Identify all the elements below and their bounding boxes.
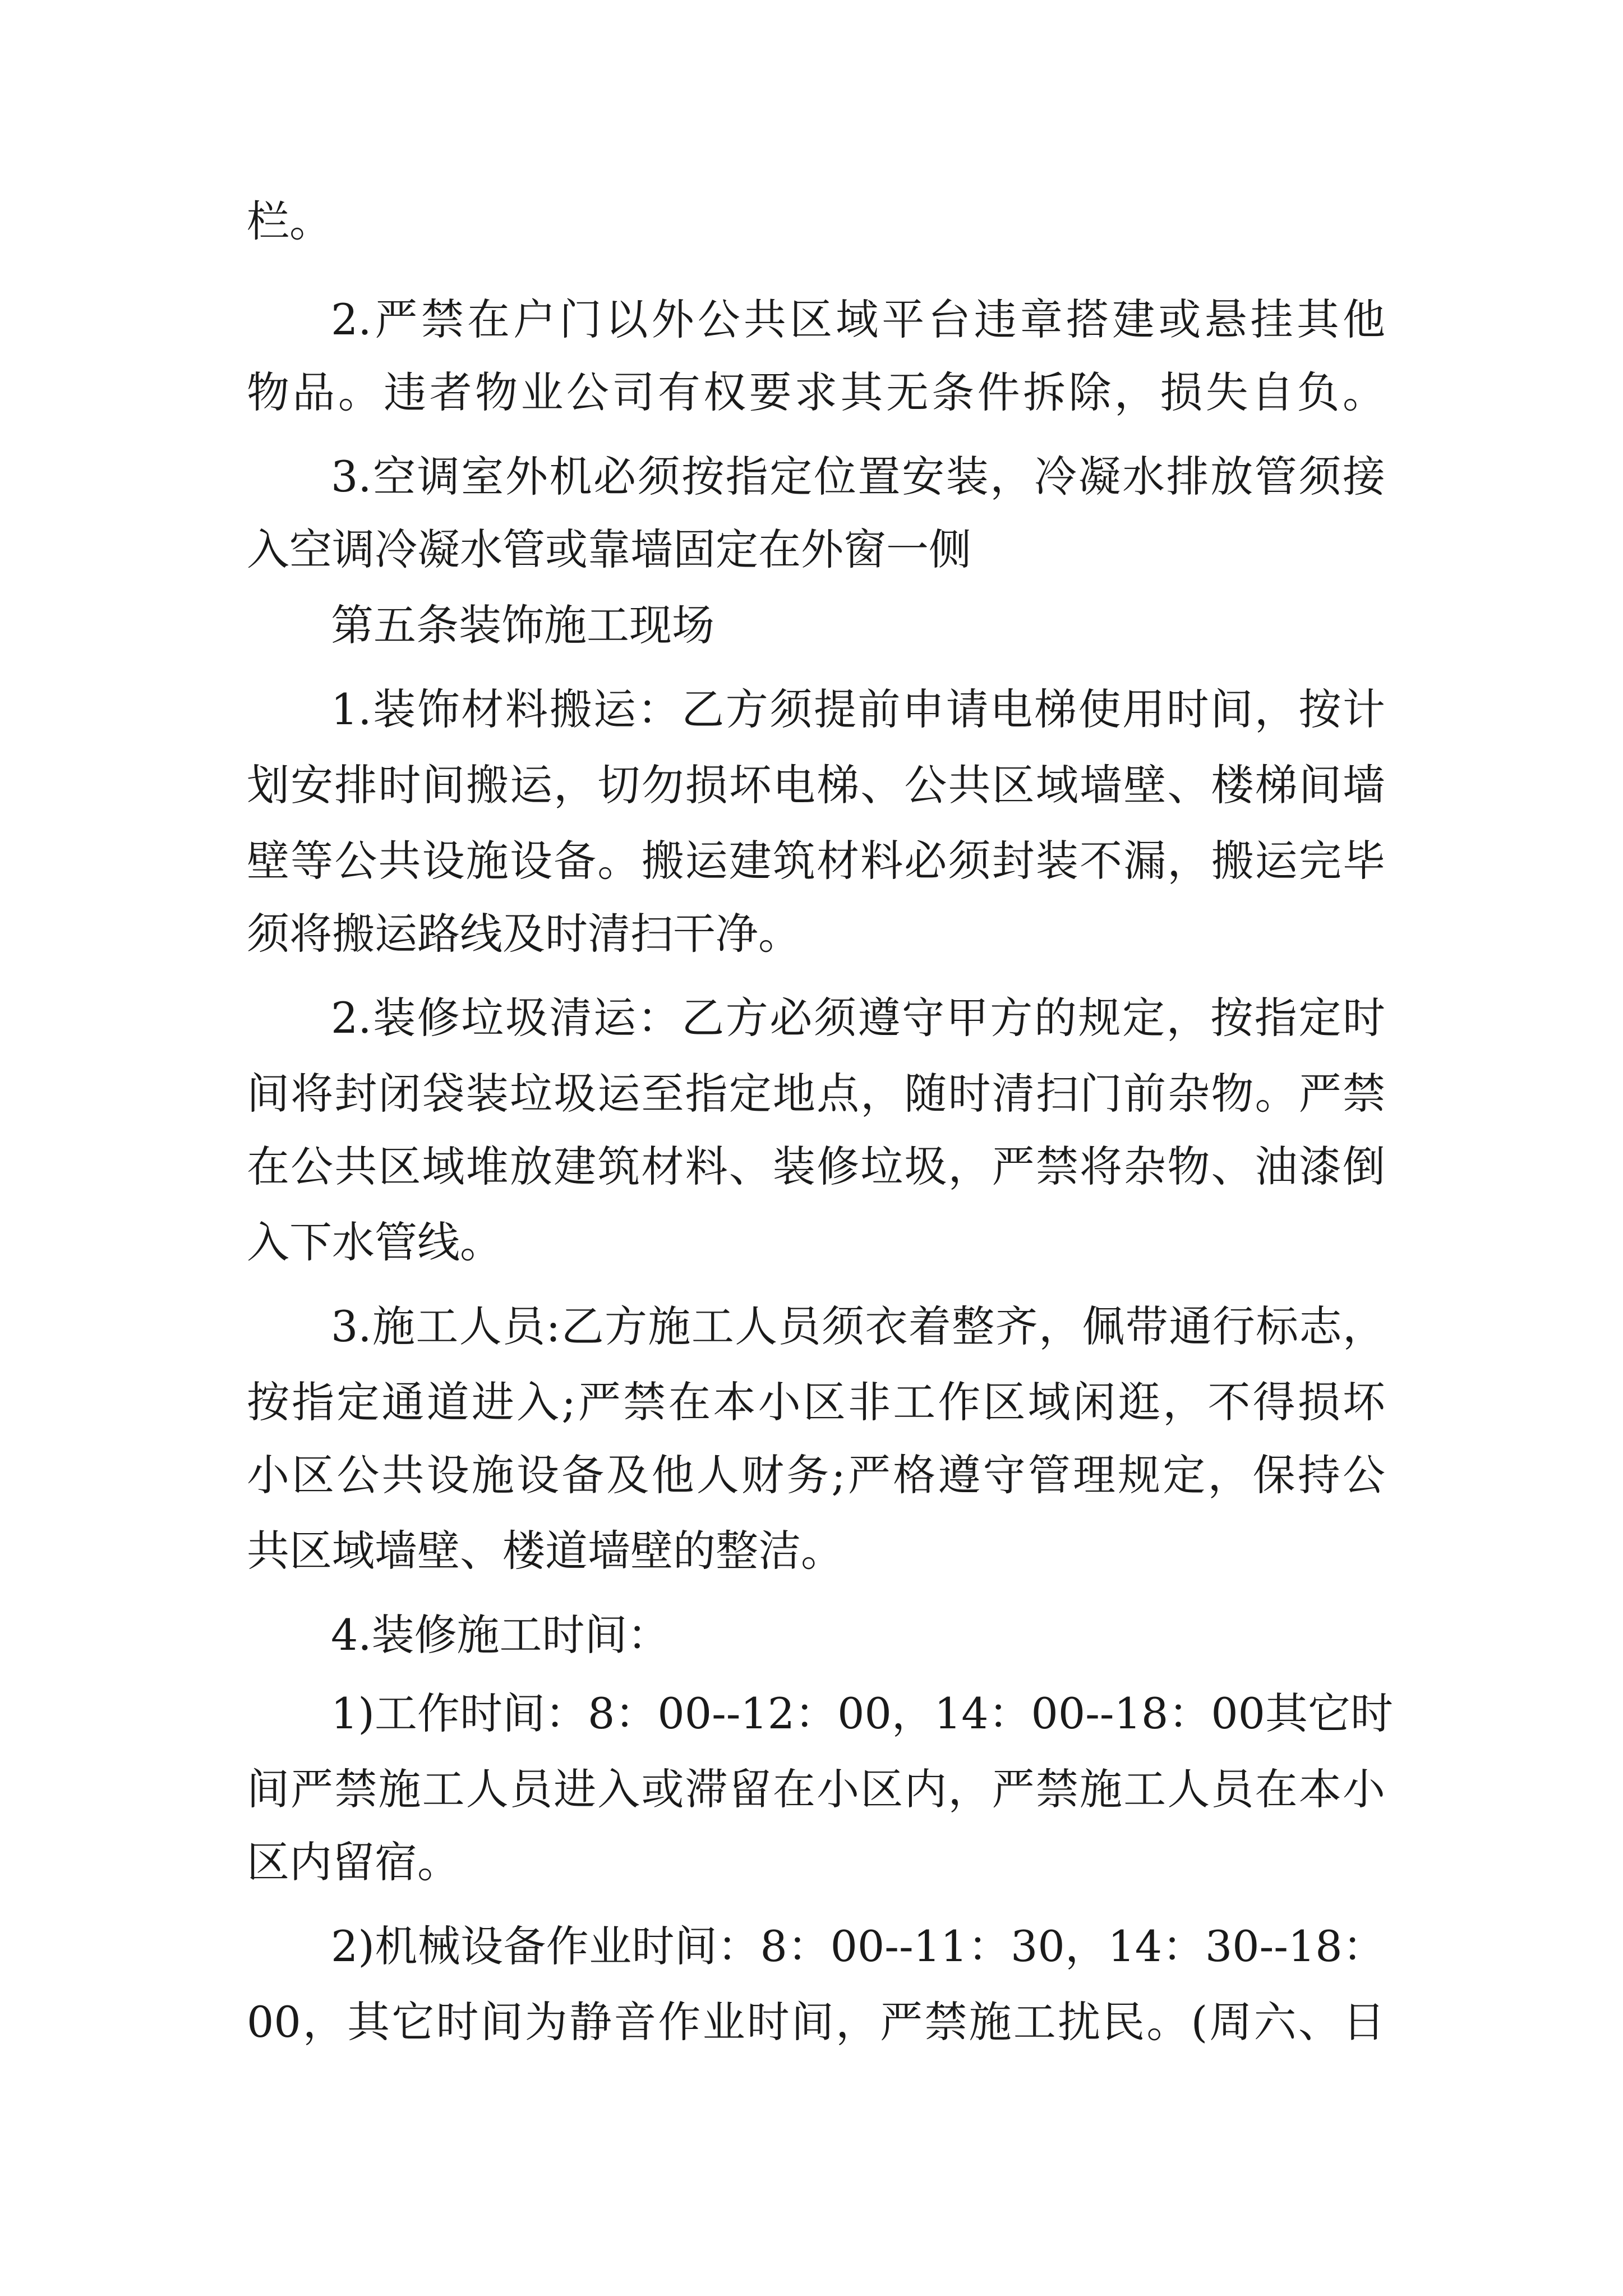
text-line: 间严禁施工人员进入或滞留在小区内，严禁施工人员在本小 (247, 1764, 1385, 1814)
text-line: 4.装修施工时间： (331, 1610, 670, 1660)
text-line: 按指定通道进入;严禁在本小区非工作区域闲逛，不得损坏 (247, 1377, 1385, 1427)
text-line: 3.空调室外机必须按指定位置安装，冷凝水排放管须接 (331, 452, 1385, 501)
text-line: 2.严禁在户门以外公共区域平台违章搭建或悬挂其他 (331, 295, 1385, 344)
text-line: 入下水管线。 (247, 1217, 502, 1267)
text-line: 物品。违者物业公司有权要求其无条件拆除，损失自负。 (247, 367, 1385, 417)
text-line: 入空调冷凝水管或靠墙固定在外窗一侧 (247, 524, 971, 574)
text-line: 须将搬运路线及时清扫干净。 (247, 909, 801, 959)
text-line: 小区公共设施设备及他人财务;严格遵守管理规定，保持公 (247, 1450, 1385, 1500)
text-line: 在公共区域堆放建筑材料、装修垃圾，严禁将杂物、油漆倒 (247, 1142, 1385, 1191)
section-heading: 第五条装饰施工现场 (331, 600, 714, 650)
text-line: 2.装修垃圾清运：乙方必须遵守甲方的规定，按指定时 (331, 993, 1385, 1043)
text-line: 1.装饰材料搬运：乙方须提前申请电梯使用时间，按计 (331, 684, 1385, 734)
text-line: 2)机械设备作业时间：8：00--11：30，14：30--18： (331, 1921, 1385, 1971)
text-line: 00，其它时间为静音作业时间，严禁施工扰民。(周六、日 (247, 1997, 1385, 2047)
text-line: 划安排时间搬运，切勿损坏电梯、公共区域墙壁、楼梯间墙 (247, 760, 1385, 810)
text-line: 栏。 (247, 196, 332, 246)
text-line: 间将封闭袋装垃圾运至指定地点，随时清扫门前杂物。严禁 (247, 1069, 1385, 1119)
text-line: 区内留宿。 (247, 1837, 460, 1887)
text-line: 壁等公共设施设备。搬运建筑材料必须封装不漏，搬运完毕 (247, 836, 1385, 886)
text-line: 3.施工人员:乙方施工人员须衣着整齐，佩带通行标志， (331, 1301, 1385, 1351)
text-line: 1)工作时间：8：00--12：00，14：00--18：00其它时 (331, 1688, 1394, 1738)
text-line: 共区域墙壁、楼道墙壁的整洁。 (247, 1526, 843, 1576)
